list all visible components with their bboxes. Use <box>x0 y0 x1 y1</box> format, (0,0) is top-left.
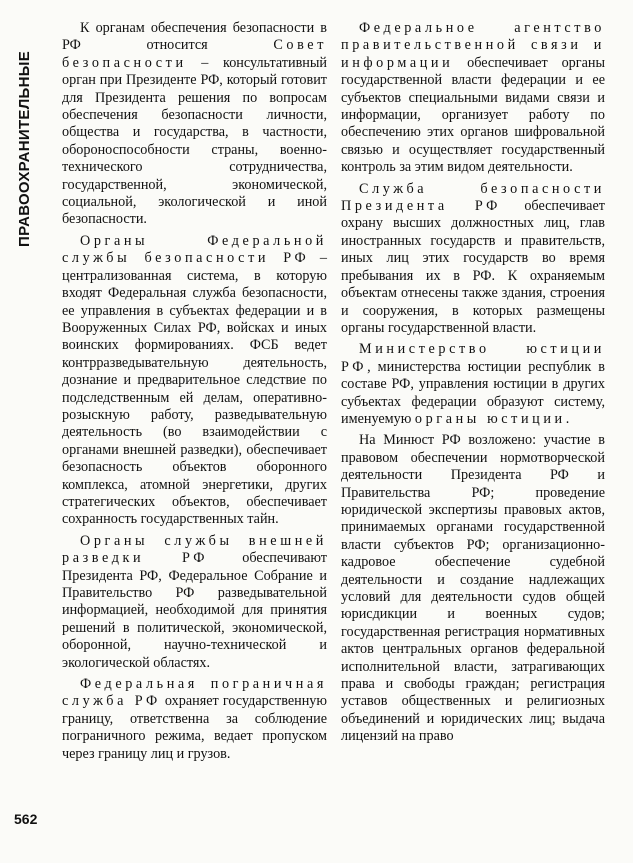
page-number: 562 <box>14 811 38 827</box>
section-title-vertical: ПРАВООХРАНИТЕЛЬНЫЕ <box>16 50 33 247</box>
right-column <box>341 20 605 750</box>
paragraph-security-council: К органам обеспечения безопасности в РФ относится Совет безопасности – консультативный орган при Президенте РФ, который готовит для Президента решения по вопросам обеспечения безопасности личности, общества и государства, в частности, обороноспособности страны, военно-технического сотрудничества, государственной, экономической, социальной, экологической и иной безопасности. <box>62 20 327 228</box>
paragraph-presidential-security: Служба безопасности Президента РФ обеспечивает охрану высших должностных лиц, глав иностранных государств и правительств, иных лиц этих государств во время пребывания их в РФ. К охраняемым объектам отнесены также здания, строения и сооружения, в которых размещены органы государственной власти. <box>341 180 605 336</box>
paragraph-foreign-intelligence: Органы службы внешней разведки РФ обеспечивают Президента РФ, Федеральное Собрание и Правительство РФ разведывательной информацией, необходимой для принятия решений в политической, экономической, оборонной, научно-технической и экологической областях. <box>62 532 327 671</box>
term-foreign-intelligence: Органы службы внешней разведки РФ <box>62 532 327 567</box>
term-presidential-security: Служба безопасности Президента РФ <box>341 180 605 215</box>
paragraph-justice-ministry: Министерство юстиции РФ, министерства юстиции республик в составе РФ, управления юстиции в других субъектах федерации образуют систему, именуемую органы юстиции. <box>341 341 605 427</box>
term-justice-ministry: Министерство юстиции РФ <box>341 341 605 375</box>
paragraph-fapsi: Федеральное агентство правительственной связи и информации обеспечивает органы государственной власти федерации и ее субъектов специальными видами связи и информации, организует работу по обеспечению этих органов шифровальной связью и осуществляет государственный контроль за этим видом деятельности. <box>341 20 605 176</box>
term-fsb: Органы Федеральной службы безопасности РФ <box>62 232 327 267</box>
paragraph-fsb: Органы Федеральной службы безопасности РФ – централизованная система, в которую входят Федеральная служба безопасности, ее управления в субъектах федерации и в Вооруженных Силах РФ, войсках и иных воинских формированиях. ФСБ ведет контрразведывательную деятельность, дознание и предварительное следствие по подследственным ей делам, оперативно-розыскную работу, разведывательную деятельность (во взаимодействии с органами внешней разведки), обеспечивает безопасность объектов оборонного комплекса, атомной энергетики, других стратегических объектов, обеспечивает сохранность государственных тайн. <box>62 232 328 528</box>
term-fapsi: Федеральное агентство правительственной связи и информации <box>341 20 605 71</box>
left-column <box>62 20 327 767</box>
term-border-service: Федеральная пограничная служба РФ <box>62 676 327 710</box>
paragraph-minjust-duties: На Минюст РФ возложено: участие в правовом обеспечении нормотворческой деятельности Президента РФ и Правительства РФ; проведение юридической экспертизы правовых актов, принимаемых органами государственной власти субъектов РФ; организационно-кадровое обеспечение судебной деятельности и создание надлежащих условий для деятельности судов общей юрисдикции и военных судов; государственная регистрация нормативных актов центральных органов федеральной исполнительной власти, затрагивающих права и свободы граждан; регистрация уставов общественных и религиозных объединений и юридических лиц; выдача лицензий на право <box>341 432 605 745</box>
term-justice-organs: органы юстиции <box>414 410 566 427</box>
paragraph-border-service: Федеральная пограничная служба РФ охраняет государственную границу, ответственна за соблюдение пограничного режима, ведает пропуском через границу лиц и грузов. <box>62 676 327 762</box>
term-security-council: Совет безопасности <box>62 37 327 71</box>
